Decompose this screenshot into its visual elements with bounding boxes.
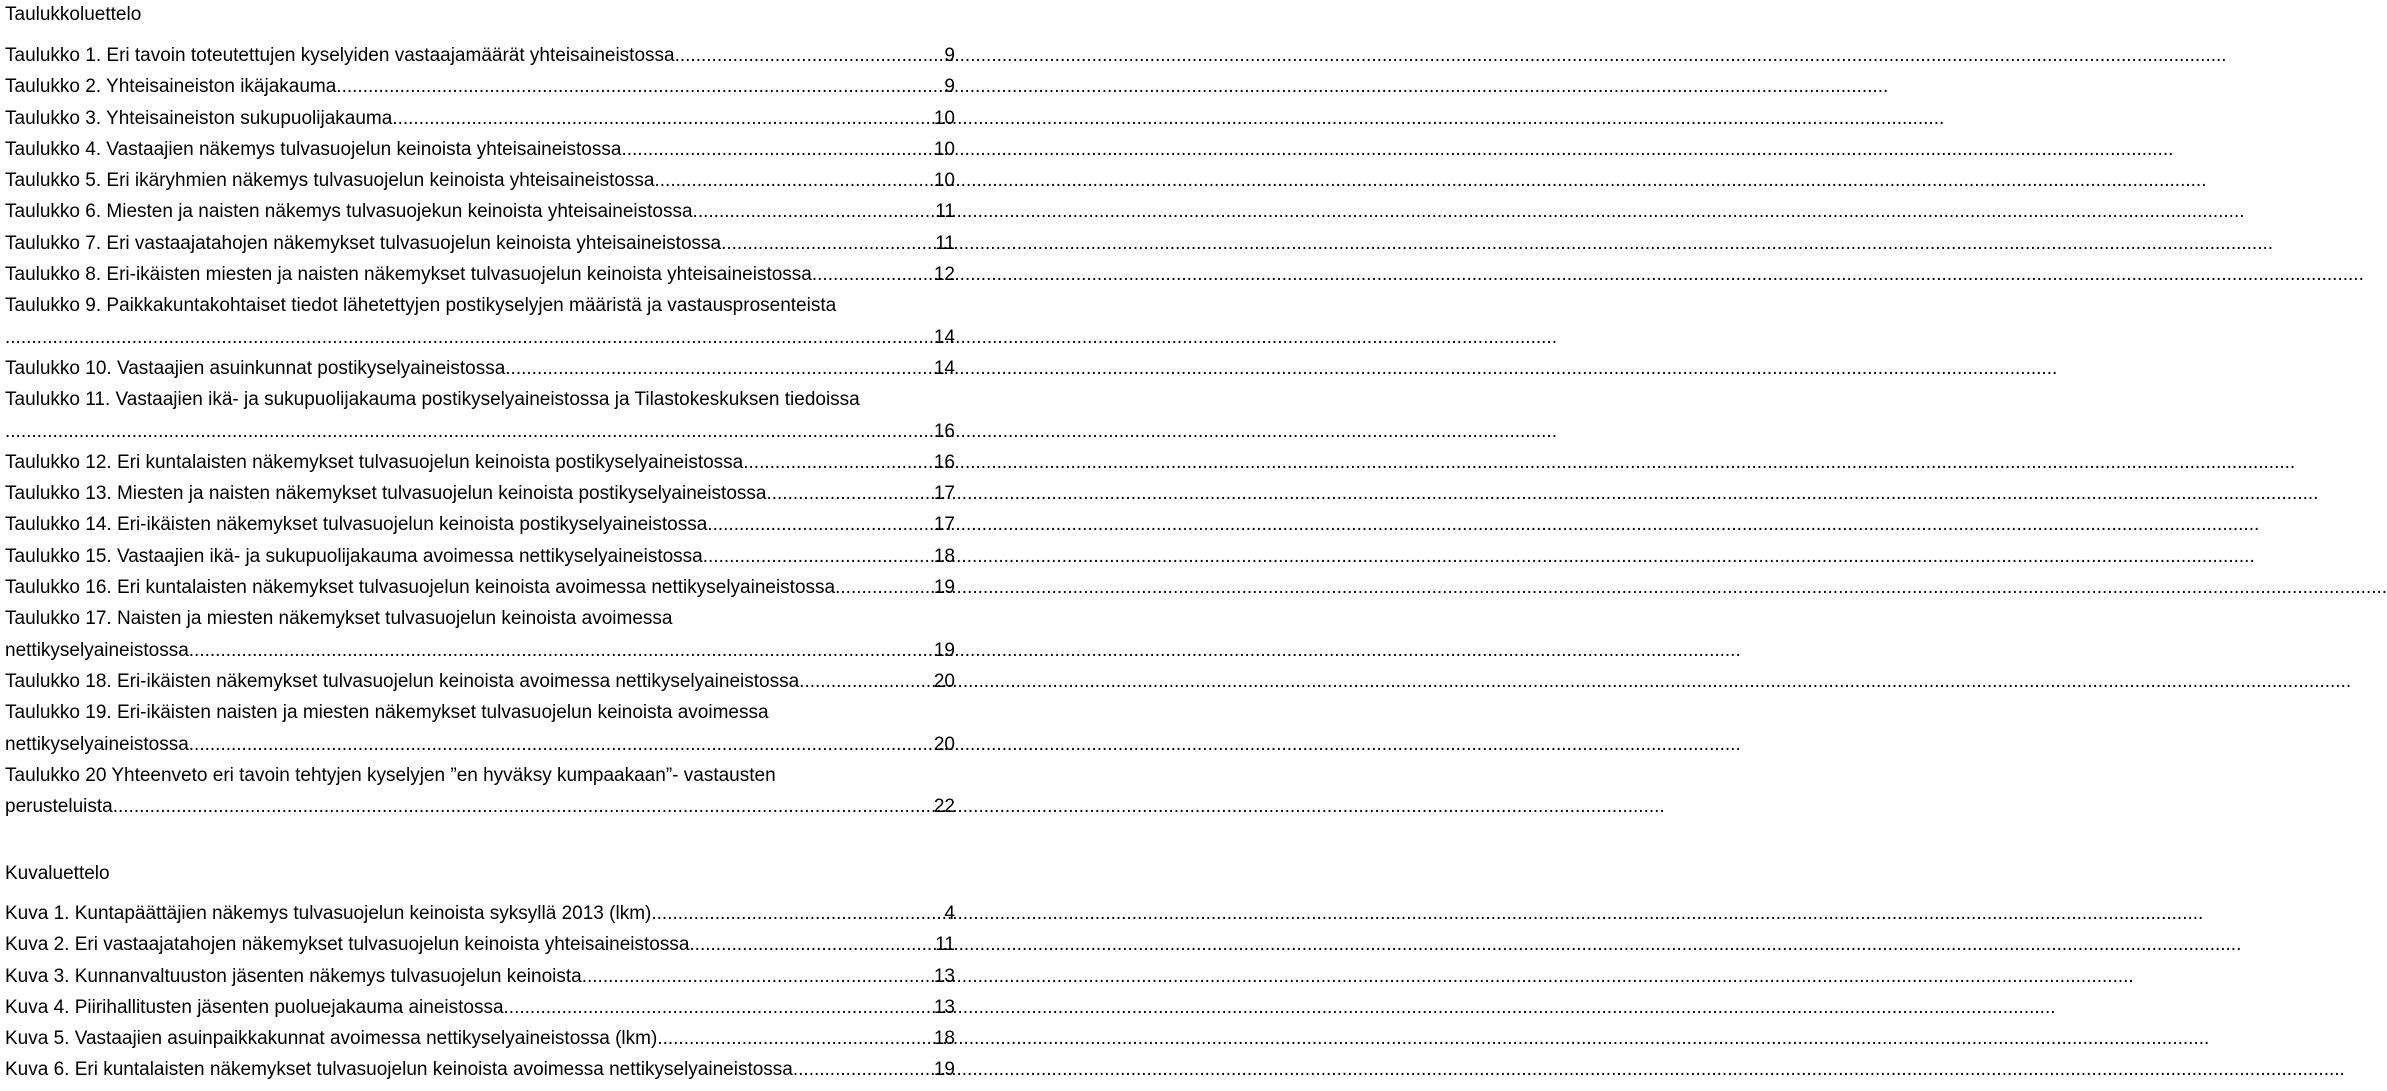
dot-leader xyxy=(621,139,933,161)
table-entry[interactable] xyxy=(5,452,955,483)
dot-leader xyxy=(189,640,934,662)
page-number: 13 xyxy=(933,996,955,1018)
entry-title: Kuva 5. Vastaajien asuinpaikkakunnat avoimessa nettikyselyaineistossa (lkm) xyxy=(5,1028,658,1050)
page-number: 10 xyxy=(933,107,955,129)
entry-title: Taulukko 7. Eri vastaajatahojen näkemykset tulvasuojelun keinoista yhteisaineistossa xyxy=(5,232,722,254)
page-number: 11 xyxy=(935,934,955,956)
dot-leader xyxy=(582,966,934,988)
table-entry[interactable] xyxy=(5,201,955,232)
entry-title: Kuva 6. Eri kuntalaisten näkemykset tulvasuojelun keinoista avoimessa nettikyselyaineistossa xyxy=(5,1059,793,1081)
table-entry[interactable] xyxy=(5,108,955,139)
dot-leader xyxy=(812,264,934,286)
entry-title-continued: nettikyselyaineistossa xyxy=(5,733,189,755)
dot-leader xyxy=(689,934,935,956)
table-entry[interactable] xyxy=(5,233,955,264)
page-number: 17 xyxy=(933,514,955,536)
dot-leader xyxy=(392,108,934,130)
figure-entry[interactable] xyxy=(5,997,955,1028)
dot-leader xyxy=(766,483,933,505)
entry-title: Taulukko 5. Eri ikäryhmien näkemys tulvasuojelun keinoista yhteisaineistossa xyxy=(5,170,655,192)
entry-title: Taulukko 14. Eri-ikäisten näkemykset tulvasuojelun keinoista postikyselyaineistossa xyxy=(5,514,708,536)
page-number: 17 xyxy=(933,483,955,505)
tables-heading: Taulukkoluettelo xyxy=(5,4,142,25)
dot-leader xyxy=(693,201,936,223)
entry-title: Kuva 1. Kuntapäättäjien näkemys tulvasuojelun keinoista syksyllä 2013 (lkm) xyxy=(5,903,652,924)
dot-leader xyxy=(703,546,934,568)
page-number: 14 xyxy=(933,326,955,348)
figure-entry[interactable] xyxy=(5,1059,955,1090)
table-entry[interactable] xyxy=(5,170,955,201)
entry-title: Taulukko 19. Eri-ikäisten naisten ja miesten näkemykset tulvasuojelun keinoista avoimessa xyxy=(5,702,769,724)
figure-entry[interactable] xyxy=(5,1028,955,1059)
page-number: 22 xyxy=(933,796,955,818)
entry-title: Taulukko 12. Eri kuntalaisten näkemykset tulvasuojelun keinoista postikyselyaineistossa xyxy=(5,451,744,473)
entry-title: Taulukko 4. Vastaajien näkemys tulvasuojelun keinoista yhteisaineistossa xyxy=(5,138,622,160)
table-entry[interactable] xyxy=(5,358,955,389)
table-entry[interactable] xyxy=(5,76,955,107)
table-entry[interactable] xyxy=(5,671,955,702)
dot-leader xyxy=(743,452,934,474)
entry-title: Kuva 2. Eri vastaajatahojen näkemykset tulvasuojelun keinoista yhteisaineistossa xyxy=(5,934,690,956)
entry-title: Taulukko 2. Yhteisaineiston ikäjakauma xyxy=(5,76,337,98)
table-entry[interactable] xyxy=(5,514,955,545)
entry-title: Taulukko 15. Vastaajien ikä- ja sukupuolijakauma avoimessa nettikyselyaineistossa xyxy=(5,545,703,567)
entry-title: Taulukko 10. Vastaajien asuinkunnat postikyselyaineistossa xyxy=(5,357,506,379)
table-entry[interactable] xyxy=(5,264,955,295)
document-page xyxy=(0,0,960,1090)
dot-leader xyxy=(504,997,934,1019)
dot-leader xyxy=(721,233,935,255)
page-number: 19 xyxy=(933,577,955,599)
table-entry[interactable] xyxy=(5,483,955,514)
page-number: 18 xyxy=(933,1028,955,1050)
dot-leader xyxy=(5,327,934,349)
page-number: 14 xyxy=(933,357,955,379)
entry-title-continued: perusteluista xyxy=(5,796,113,818)
dot-leader xyxy=(707,514,934,536)
dot-leader xyxy=(835,577,934,599)
table-entry[interactable] xyxy=(5,139,955,170)
entry-title: Taulukko 20 Yhteenveto eri tavoin tehtyjen kyselyjen ”en hyväksy kumpaakaan”- vastausten xyxy=(5,764,776,786)
page-number: 16 xyxy=(933,451,955,473)
tables-list xyxy=(5,45,955,827)
dot-leader xyxy=(336,76,944,98)
entry-title: Taulukko 6. Miesten ja naisten näkemys tulvasuojekun keinoista yhteisaineistossa xyxy=(5,201,693,223)
entry-title: Taulukko 18. Eri-ikäisten näkemykset tulvasuojelun keinoista avoimessa nettikyselyaineistossa xyxy=(5,670,800,692)
page-number: 9 xyxy=(944,45,955,66)
table-entry[interactable] xyxy=(5,765,955,828)
table-entry[interactable] xyxy=(5,45,955,76)
figure-entry[interactable] xyxy=(5,934,955,965)
dot-leader xyxy=(113,796,934,818)
table-entry[interactable] xyxy=(5,577,955,608)
dot-leader xyxy=(655,170,934,192)
figure-entry[interactable] xyxy=(5,903,955,934)
page-number: 10 xyxy=(933,138,955,160)
page-number: 19 xyxy=(933,1059,955,1081)
page-number: 10 xyxy=(933,170,955,192)
entry-title: Kuva 3. Kunnanvaltuuston jäsenten näkemys tulvasuojelun keinoista xyxy=(5,965,582,987)
entry-title-continued: nettikyselyaineistossa xyxy=(5,639,189,661)
page-number: 11 xyxy=(935,201,955,223)
page-number: 12 xyxy=(933,264,955,286)
entry-title: Taulukko 1. Eri tavoin toteutettujen kyselyiden vastaajamäärät yhteisaineistossa xyxy=(5,45,675,66)
dot-leader xyxy=(793,1059,934,1081)
entry-title: Taulukko 11. Vastaajien ikä- ja sukupuolijakauma postikyselyaineistossa ja Tilastokeskuksen tiedoissa xyxy=(5,389,860,411)
dot-leader xyxy=(189,734,934,756)
dot-leader xyxy=(651,903,944,925)
dot-leader xyxy=(657,1028,934,1050)
table-entry[interactable] xyxy=(5,389,955,452)
table-entry[interactable] xyxy=(5,546,955,577)
table-entry[interactable] xyxy=(5,295,955,358)
page-number: 18 xyxy=(933,545,955,567)
entry-title: Taulukko 9. Paikkakuntakohtaiset tiedot lähetettyjen postikyselyjen määristä ja vastausprosenteista xyxy=(5,295,837,317)
page-number: 9 xyxy=(944,76,955,98)
page-number: 20 xyxy=(933,670,955,692)
table-entry[interactable] xyxy=(5,702,955,765)
entry-title: Taulukko 3. Yhteisaineiston sukupuolijakauma xyxy=(5,107,393,129)
dot-leader xyxy=(5,421,934,443)
dot-leader xyxy=(799,671,934,693)
figure-entry[interactable] xyxy=(5,966,955,997)
dot-leader xyxy=(505,358,934,380)
page-number: 19 xyxy=(933,639,955,661)
page-number: 13 xyxy=(933,965,955,987)
table-entry[interactable] xyxy=(5,608,955,671)
entry-title: Taulukko 16. Eri kuntalaisten näkemykset tulvasuojelun keinoista avoimessa nettikyselyaineistossa xyxy=(5,577,836,599)
entry-title: Taulukko 17. Naisten ja miesten näkemykset tulvasuojelun keinoista avoimessa xyxy=(5,608,673,630)
page-number: 11 xyxy=(935,232,955,254)
figures-heading: Kuvaluettelo xyxy=(5,863,110,884)
entry-title: Taulukko 13. Miesten ja naisten näkemykset tulvasuojelun keinoista postikyselyaineistossa xyxy=(5,483,767,505)
entry-title: Kuva 4. Piirihallitusten jäsenten puoluejakauma aineistossa xyxy=(5,996,504,1018)
figures-list xyxy=(5,903,955,1091)
page-number: 20 xyxy=(933,733,955,755)
page-number: 16 xyxy=(933,420,955,442)
dot-leader xyxy=(675,45,945,67)
page-number: 4 xyxy=(944,903,955,924)
entry-title: Taulukko 8. Eri-ikäisten miesten ja naisten näkemykset tulvasuojelun keinoista yhteisaineistossa xyxy=(5,264,812,286)
